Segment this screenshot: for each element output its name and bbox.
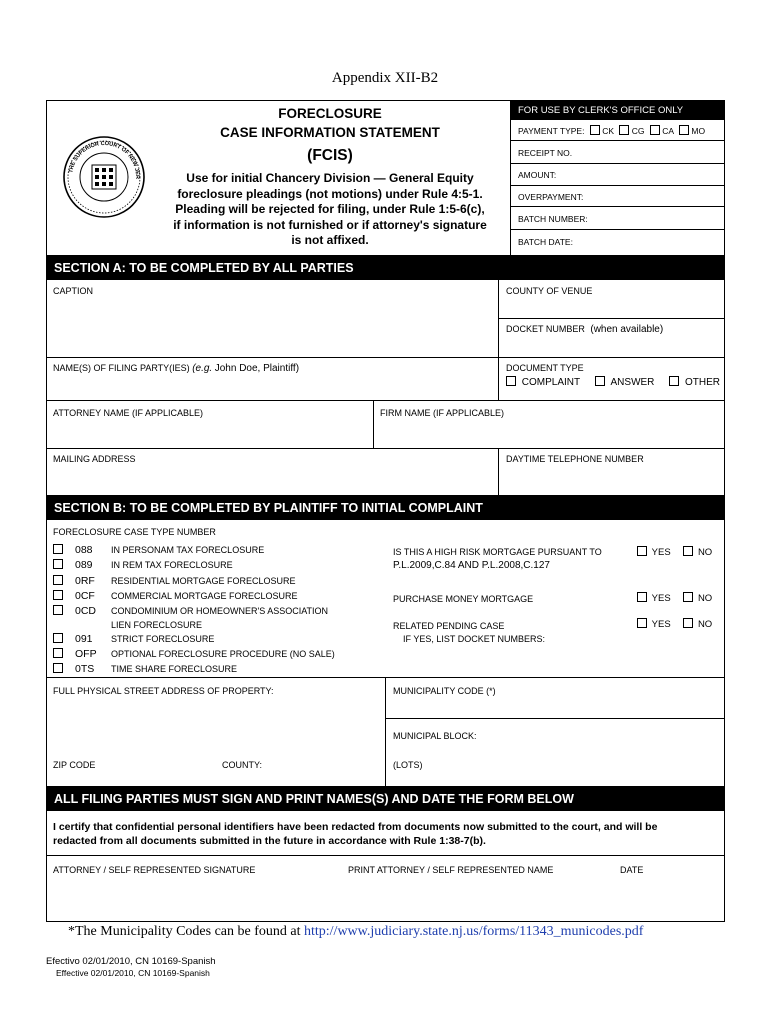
divider [385,718,725,719]
property-address-field[interactable]: FULL PHYSICAL STREET ADDRESS OF PROPERTY: [53,686,274,696]
case-type-row [53,558,233,571]
case-type-code: 0CD [75,605,97,617]
payment-type-row [510,121,725,141]
case-type-label: COMMERCIAL MORTGAGE FORECLOSURE [111,591,298,601]
related-pending-no-checkbox[interactable] [683,618,693,628]
payment-mo-checkbox[interactable] [679,125,689,135]
date-field[interactable]: DATE [620,865,644,875]
amount-field[interactable] [510,165,725,186]
efectivo-line: Efectivo 02/01/2010, CN 10169-Spanish [46,956,216,967]
overpayment-label: OVERPAYMENT: [518,192,584,202]
case-type-088-checkbox[interactable] [53,544,63,554]
case-type-heading: FORECLOSURE CASE TYPE NUMBER [53,527,216,537]
purchase-money-options [637,591,712,604]
instruction-line: foreclosure pleadings (not motions) under Rule 4:5-1. [177,186,483,201]
high-risk-question [393,546,602,572]
payment-cg-label: CG [631,126,645,136]
payment-cg-checkbox[interactable] [619,125,629,135]
purchase-money-question: PURCHASE MONEY MORTGAGE [393,594,534,604]
effective-line: Effective 02/01/2010, CN 10169-Spanish [56,968,210,978]
receipt-field[interactable] [510,142,725,164]
appendix-label: Appendix XII-B2 [331,70,439,86]
signature-section-header: ALL FILING PARTIES MUST SIGN AND PRINT NAMES(S) AND DATE THE FORM BELOW [46,786,725,811]
caption-field[interactable]: CAPTION [53,286,94,296]
case-type-code: 0CF [75,590,95,602]
batch-number-label: BATCH NUMBER: [518,214,588,224]
divider [385,677,386,786]
instructions [150,171,510,249]
case-type-row [53,604,328,617]
divider [46,448,725,449]
case-type-row [53,632,214,645]
complaint-label: COMPLAINT [521,377,580,388]
daytime-phone-field[interactable]: DAYTIME TELEPHONE NUMBER [506,454,644,464]
case-type-091-checkbox[interactable] [53,633,63,643]
receipt-label: RECEIPT NO. [518,148,573,158]
print-name-field[interactable]: PRINT ATTORNEY / SELF REPRESENTED NAME [348,865,554,875]
clerk-heading: FOR USE BY CLERK'S OFFICE ONLY [510,101,725,120]
payment-ca-label: CA [662,126,674,136]
divider [46,855,725,856]
case-type-row [53,589,298,602]
note-prefix: *The Municipality Codes can be found at [68,924,301,939]
purchase-money-yes-checkbox[interactable] [637,592,647,602]
title-line-2: CASE INFORMATION STATEMENT [220,125,440,140]
attorney-name-field[interactable]: ATTORNEY NAME (IF APPLICABLE) [53,408,204,418]
filing-party-example: John Doe, Plaintiff) [214,363,300,374]
no-label: NO [697,547,713,558]
court-seal-icon [62,135,146,219]
lots-field[interactable]: (LOTS) [393,760,423,770]
signature-field[interactable]: ATTORNEY / SELF REPRESENTED SIGNATURE [53,865,256,875]
instruction-line: if information is not furnished or if attorney's signature [173,217,487,232]
high-risk-line-1: IS THIS A HIGH RISK MORTGAGE PURSUANT TO [393,547,602,557]
answer-checkbox[interactable] [595,376,605,386]
divider [46,357,725,358]
svg-text:THE SUPERIOR COURT OF NEW JERS: THE SUPERIOR COURT OF NEW JER [68,140,141,179]
no-label: NO [697,593,713,604]
county-field[interactable]: COUNTY: [222,760,263,770]
document-type-options [506,375,720,388]
case-type-code: 091 [75,633,93,645]
divider [498,448,499,495]
certification-text [53,820,657,848]
case-type-label-continued: LIEN FORECLOSURE [111,620,203,630]
high-risk-yes-checkbox[interactable] [637,546,647,556]
high-risk-line-2: P.L.2009,C.84 AND P.L.2008,C.127 [393,560,550,571]
firm-name-field[interactable]: FIRM NAME (IF APPLICABLE) [380,408,505,418]
high-risk-no-checkbox[interactable] [683,546,693,556]
case-type-code: 0TS [75,663,95,675]
case-type-label: OPTIONAL FORECLOSURE PROCEDURE (NO SALE) [111,649,335,659]
divider [498,318,725,319]
related-pending-yes-checkbox[interactable] [637,618,647,628]
batch-number-field[interactable] [510,208,725,230]
payment-ck-label: CK [602,126,615,136]
certification-line-2: redacted from all documents submitted in the future in accordance with Rule 1:38-7(b). [53,835,486,847]
case-type-ofp-checkbox[interactable] [53,648,63,658]
payment-mo-label: MO [691,126,706,136]
purchase-money-no-checkbox[interactable] [683,592,693,602]
municipal-block-field[interactable]: MUNICIPAL BLOCK: [393,731,477,741]
certification-line-1: I certify that confidential personal identifiers have been redacted from documents now submitted to the court, and will be [53,821,658,833]
case-type-row [53,543,264,556]
document-type-label: DOCUMENT TYPE [506,363,584,373]
county-of-venue-field[interactable]: COUNTY OF VENUE [506,286,593,296]
instruction-line: Pleading will be rejected for filing, under Rule 1:5-6(c), [175,202,485,216]
case-type-code: 088 [75,544,93,556]
case-type-code: OFP [75,648,97,660]
case-type-row [53,647,335,660]
case-type-label: STRICT FORECLOSURE [111,634,215,644]
form-title [150,106,510,165]
other-label: OTHER [684,377,720,388]
title-line-3: (FCIS) [307,147,353,164]
overpayment-field[interactable] [510,187,725,207]
instruction-line: is not affixed. [291,233,369,247]
batch-date-label: BATCH DATE: [518,237,573,247]
section-b-header: SECTION B: TO BE COMPLETED BY PLAINTIFF TO INITIAL COMPLAINT [46,495,725,520]
other-checkbox[interactable] [669,376,679,386]
docket-number-label: DOCKET NUMBER [506,324,585,334]
municipality-codes-link[interactable]: http://www.judiciary.state.nj.us/forms/11343_municodes.pdf [304,924,644,939]
filing-party-eg: (e.g. [192,363,213,374]
case-type-label: IN PERSONAM TAX FORECLOSURE [111,545,265,555]
complaint-checkbox[interactable] [506,376,516,386]
case-type-label: RESIDENTIAL MORTGAGE FORECLOSURE [111,576,296,586]
related-pending-note: IF YES, LIST DOCKET NUMBERS: [403,634,546,644]
yes-label: YES [651,619,671,630]
answer-label: ANSWER [610,377,655,388]
divider [498,280,499,400]
section-a-header: SECTION A: TO BE COMPLETED BY ALL PARTIES [46,255,725,280]
related-pending-label: RELATED PENDING CASE [393,621,505,631]
payment-ca-checkbox[interactable] [650,125,660,135]
no-label: NO [697,619,713,630]
yes-label: YES [651,593,671,604]
case-type-089-checkbox[interactable] [53,559,63,569]
case-type-label: CONDOMINIUM OR HOMEOWNER'S ASSOCIATION [111,606,329,616]
divider [373,400,374,448]
zip-code-field[interactable]: ZIP CODE [53,760,96,770]
batch-date-field[interactable] [510,231,725,254]
municipality-codes-note [68,924,643,940]
related-pending-question [393,620,545,646]
case-type-code: 089 [75,559,93,571]
filing-party-field[interactable] [53,363,299,374]
title-line-1: FORECLOSURE [278,106,382,121]
case-type-label: IN REM TAX FORECLOSURE [111,560,233,570]
payment-ck-checkbox[interactable] [590,125,600,135]
case-type-label: TIME SHARE FORECLOSURE [111,664,238,674]
docket-note: (when available) [590,324,664,335]
yes-label: YES [651,547,671,558]
case-type-code: 0RF [75,575,95,587]
high-risk-options [637,545,712,558]
amount-label: AMOUNT: [518,170,557,180]
divider [46,400,725,401]
case-type-row [53,662,237,675]
case-type-0cd-checkbox[interactable] [53,605,63,615]
case-type-0ts-checkbox[interactable] [53,663,63,673]
filing-party-label: NAME(S) OF FILING PARTY(IES) [53,363,190,373]
mailing-address-field[interactable]: MAILING ADDRESS [53,454,136,464]
municipality-code-field[interactable]: MUNICIPALITY CODE (*) [393,686,496,696]
case-type-row [53,574,296,587]
case-type-0rf-checkbox[interactable] [53,575,63,585]
payment-type-label: PAYMENT TYPE: [518,126,585,136]
docket-number-field[interactable] [506,324,663,335]
instruction-line: Use for initial Chancery Division — General Equity [186,171,474,185]
case-type-0cf-checkbox[interactable] [53,590,63,600]
related-pending-options [637,617,712,630]
